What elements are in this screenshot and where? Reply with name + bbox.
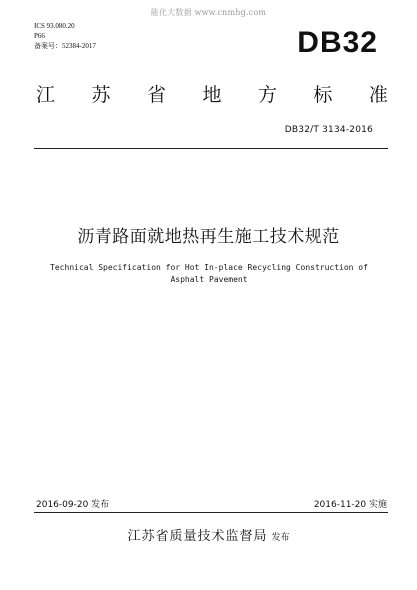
document-title-chinese: 沥青路面就地热再生施工技术规范 (77, 227, 340, 247)
standard-type-char: 江 (36, 84, 56, 106)
standard-type-char: 准 (368, 84, 388, 106)
standard-type-title (36, 84, 388, 106)
english-title-line-2: Asphalt Pavement (170, 275, 248, 284)
publish-date: 2016-09-20 发布 (36, 500, 110, 510)
standard-type-char: 省 (146, 84, 166, 106)
record-number: 备案号：52384-2017 (34, 42, 96, 50)
issuing-organization: 江苏省质量技术监督局 (127, 529, 268, 544)
bottom-divider (34, 512, 388, 513)
standard-type-char: 方 (257, 84, 277, 106)
watermark-text: 能化大数据 www.cnmhg.com (150, 8, 267, 17)
standard-type-char: 苏 (91, 84, 111, 106)
standard-number: DB32/T 3134-2016 (284, 125, 373, 135)
effective-date: 2016-11-20 实施 (313, 500, 387, 510)
ccs-code: P66 (34, 32, 45, 40)
ics-number: ICS 93.080.20 (34, 22, 75, 30)
standard-type-char: 地 (202, 84, 222, 106)
issuer-line (0, 525, 417, 544)
standard-code: DB32 (297, 26, 378, 59)
issue-action: 发布 (271, 533, 290, 543)
document-title-english (50, 262, 368, 286)
top-divider (34, 148, 388, 149)
standard-type-char: 标 (313, 84, 333, 106)
english-title-line-1: Technical Specification for Hot In-place Recycling Construction of (50, 263, 368, 272)
